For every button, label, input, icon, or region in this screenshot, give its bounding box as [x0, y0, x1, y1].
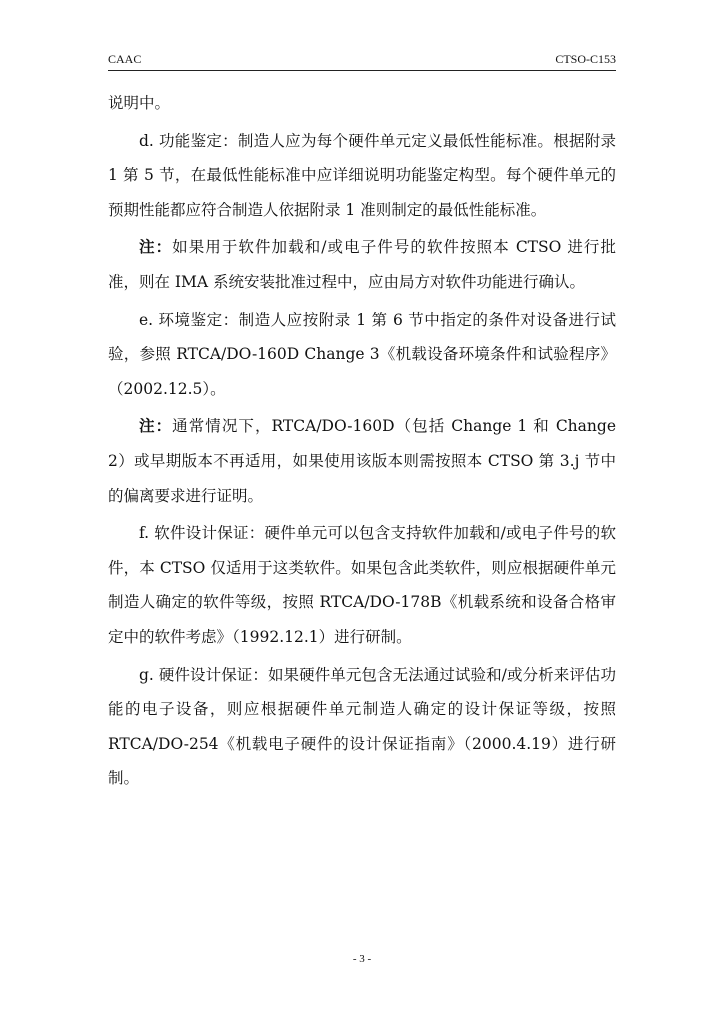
paragraph-f-software-design-assurance: [108, 516, 616, 654]
paragraph-text: 说明中。: [108, 94, 171, 112]
paragraph-g-hardware-design-assurance: [108, 658, 616, 796]
paragraph-e-environmental-qualification: [108, 303, 616, 407]
header-left-text: CAAC: [108, 52, 142, 66]
paragraph-text: g. 硬件设计保证：如果硬件单元包含无法通过试验和/或分析来评估功能的电子设备，则应根据硬件单元制造人确定的设计保证等级，按照 RTCA/DO-254《机载电子硬件的设计保证指南》（2000.4.19）进行研制。: [108, 665, 616, 788]
paragraph-text: 如果用于软件加载和/或电子件号的软件按照本 CTSO 进行批准，则在 IMA 系统安装批准过程中，应由局方对软件功能进行确认。: [108, 238, 616, 291]
header-rule: [108, 70, 616, 71]
page-number: - 3 -: [352, 953, 372, 965]
paragraph-text: f. 软件设计保证：硬件单元可以包含支持软件加载和/或电子件号的软件，本 CTSO 仅适用于这类软件。如果包含此类软件，则应根据硬件单元制造人确定的软件等级，按照 RTCA/DO-178B《机载系统和设备合格审定中的软件考虑》（1992.12.1）进行研制。: [108, 524, 616, 646]
note-label: 注：: [139, 416, 173, 436]
paragraph-text: d. 功能鉴定：制造人应为每个硬件单元定义最低性能标准。根据附录 1 第 5 节，在最低性能标准中应详细说明功能鉴定构型。每个硬件单元的预期性能都应符合制造人依据附录 1 准则制定的最低性能标准。: [108, 131, 616, 219]
note-label: 注：: [139, 237, 173, 257]
paragraph-continuation: [108, 86, 616, 121]
header-right-text: CTSO-C153: [555, 52, 616, 66]
note-software-approval: [108, 230, 616, 299]
document-body: [108, 86, 616, 796]
note-do160d-applicability: [108, 409, 616, 513]
paragraph-text: e. 环境鉴定：制造人应按附录 1 第 6 节中指定的条件对设备进行试验，参照 RTCA/DO-160D Change 3《机载设备环境条件和试验程序》（2002.12.5）。: [108, 310, 616, 398]
paragraph-text: 通常情况下，RTCA/DO-160D（包括 Change 1 和 Change 2）或早期版本不再适用，如果使用该版本则需按照本 CTSO 第 3.j 节中的偏离要求进行证明。: [108, 417, 616, 505]
page-header: [108, 52, 616, 68]
paragraph-d-functional-qualification: [108, 124, 616, 228]
